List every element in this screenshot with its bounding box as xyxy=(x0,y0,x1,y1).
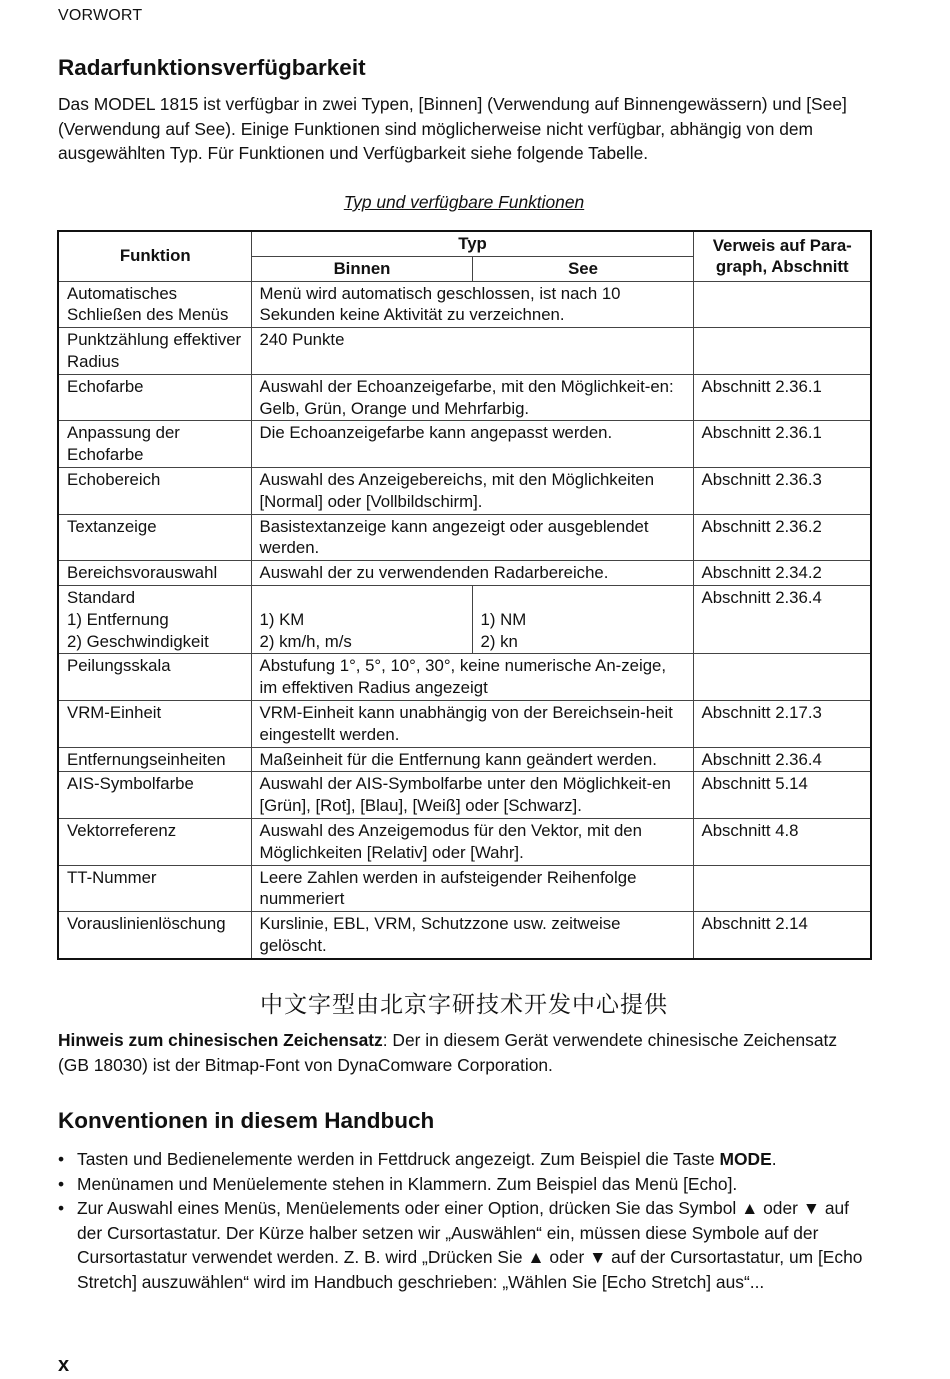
table-row xyxy=(58,374,871,421)
cell-ref xyxy=(693,654,871,701)
cell-beschreibung: Die Echoanzeigefarbe kann angepasst werden. xyxy=(251,421,693,468)
cell-funktion: Echobereich xyxy=(58,467,251,514)
cell-ref: Abschnitt 5.14 xyxy=(693,772,871,819)
bullet1-bold: MODE xyxy=(719,1149,772,1169)
bullet3-text: Zur Auswahl eines Menüs, Menüelements oder einer Option, drücken Sie das Symbol ▲ oder ▼ auf der Cursortastatur. Der Kürze halber setzen wir „Auswählen“ ein, müssen diese Symbole auf der Cursortastatur verwendet werden. Z. B. wird „Drücken Sie ▲ oder ▼ auf der Cursortastatur, um [Echo Stretch] auszuwählen“ wird im Handbuch geschrieben: „Wählen Sie [Echo Stretch] aus“... xyxy=(77,1198,863,1292)
section-title-radar: Radarfunktionsverfügbarkeit xyxy=(58,55,366,80)
standard-label: Standard xyxy=(67,587,136,607)
cell-binnen xyxy=(251,585,472,653)
table-row xyxy=(58,281,871,328)
bullet1-text: Tasten und Bedienelemente werden in Fettdruck angezeigt. Zum Beispiel die Taste xyxy=(77,1149,720,1169)
running-head: VORWORT xyxy=(58,7,143,24)
cell-funktion: VRM-Einheit xyxy=(58,700,251,747)
cell-beschreibung: Basistextanzeige kann angezeigt oder ausgeblendet werden. xyxy=(251,514,693,561)
cell-funktion: Entfernungseinheiten xyxy=(58,747,251,772)
table-caption: Typ und verfügbare Funktionen xyxy=(343,192,585,212)
standard-entfernung: 1) Entfernung xyxy=(67,609,169,629)
cell-beschreibung: Maßeinheit für die Entfernung kann geändert werden. xyxy=(251,747,693,772)
table-row xyxy=(58,514,871,561)
cell-beschreibung: Kurslinie, EBL, VRM, Schutzzone usw. zeitweise gelöscht. xyxy=(251,912,693,959)
intro-paragraph: Das MODEL 1815 ist verfügbar in zwei Typen, [Binnen] (Verwendung auf Binnengewässern) und [See] (Verwendung auf See). Einige Funktionen sind möglicherweise nicht verfügbar, abhängig von dem ausgewählten Typ. Für Funktionen und Verfügbarkeit siehe folgende Tabelle. xyxy=(58,94,847,163)
cell-beschreibung: Auswahl des Anzeigemodus für den Vektor, mit den Möglichkeiten [Relativ] oder [Wahr]. xyxy=(251,818,693,865)
cell-ref: Abschnitt 2.36.3 xyxy=(693,467,871,514)
cell-ref xyxy=(693,328,871,375)
cell-funktion: Vorauslinienlöschung xyxy=(58,912,251,959)
header-funktion: Funktion xyxy=(58,231,251,281)
cell-ref xyxy=(693,865,871,912)
header-see: See xyxy=(472,256,693,281)
bullet1-end: . xyxy=(771,1149,777,1169)
bullet-icon: • xyxy=(58,1198,65,1218)
binnen-speed: 2) km/h, m/s xyxy=(259,631,352,651)
cell-ref: Abschnitt 2.14 xyxy=(693,912,871,959)
hinweis-text: : Der in diesem Gerät verwendete chinesische Zeichensatz (GB 18030) ist der Bitmap-Font von DynaComware Corporation. xyxy=(58,1030,838,1075)
cell-ref: Abschnitt 2.36.4 xyxy=(693,747,871,772)
cell-beschreibung: Abstufung 1°, 5°, 10°, 30°, keine numerische An-zeige, im effektiven Radius angezeigt xyxy=(251,654,693,701)
table-row xyxy=(58,700,871,747)
list-item xyxy=(58,1147,870,1172)
cell-funktion: Punktzählung effektiver Radius xyxy=(58,328,251,375)
cell-funktion: Bereichsvorauswahl xyxy=(58,561,251,586)
cell-beschreibung: Auswahl der zu verwendenden Radarbereiche. xyxy=(251,561,693,586)
list-item xyxy=(58,1196,870,1294)
table-row xyxy=(58,654,871,701)
cell-funktion: AIS-Symbolfarbe xyxy=(58,772,251,819)
cell-funktion: Peilungsskala xyxy=(58,654,251,701)
header-binnen: Binnen xyxy=(251,256,472,281)
table-row xyxy=(58,747,871,772)
cell-beschreibung: Auswahl der Echoanzeigefarbe, mit den Möglichkeit-en: Gelb, Grün, Orange und Mehrfarbig. xyxy=(251,374,693,421)
cell-beschreibung: Menü wird automatisch geschlossen, ist nach 10 Sekunden keine Aktivität zu verzeichnen. xyxy=(251,281,693,328)
table-row xyxy=(58,328,871,375)
cell-beschreibung: Leere Zahlen werden in aufsteigender Reihenfolge nummeriert xyxy=(251,865,693,912)
bullet-icon: • xyxy=(58,1173,65,1194)
cell-funktion: Echofarbe xyxy=(58,374,251,421)
table-row-standard xyxy=(58,585,871,653)
cell-ref: Abschnitt 4.8 xyxy=(693,818,871,865)
table-row xyxy=(58,421,871,468)
hinweis-paragraph xyxy=(58,1028,870,1077)
cell-ref: Abschnitt 2.36.2 xyxy=(693,514,871,561)
header-typ: Typ xyxy=(251,231,693,256)
binnen-km: 1) KM xyxy=(259,609,305,629)
table-row xyxy=(58,865,871,912)
table-row xyxy=(58,818,871,865)
hinweis-bold: Hinweis zum chinesischen Zeichensatz xyxy=(58,1030,383,1050)
table-row xyxy=(58,561,871,586)
list-item xyxy=(58,1172,870,1197)
chinese-font-line: 中文字型由北京字研技术开发中心提供 xyxy=(260,992,668,1018)
function-table xyxy=(57,230,872,960)
cell-funktion: Textanzeige xyxy=(58,514,251,561)
cell-funktion: Anpassung der Echofarbe xyxy=(58,421,251,468)
cell-beschreibung: 240 Punkte xyxy=(251,328,693,375)
page-number: x xyxy=(58,1354,70,1376)
cell-beschreibung: Auswahl des Anzeigebereichs, mit den Möglichkeiten [Normal] oder [Vollbildschirm]. xyxy=(251,467,693,514)
table-row xyxy=(58,467,871,514)
cell-ref: Abschnitt 2.17.3 xyxy=(693,700,871,747)
table-row xyxy=(58,912,871,959)
cell-ref: Abschnitt 2.36.1 xyxy=(693,374,871,421)
cell-ref: Abschnitt 2.36.1 xyxy=(693,421,871,468)
header-ref: Verweis auf Para-graph, Abschnitt xyxy=(693,231,871,281)
conventions-list xyxy=(58,1147,870,1294)
see-speed: 2) kn xyxy=(480,631,518,651)
cell-ref: Abschnitt 2.36.4 xyxy=(693,585,871,653)
cell-ref xyxy=(693,281,871,328)
table-row xyxy=(58,772,871,819)
section-title-konventionen: Konventionen in diesem Handbuch xyxy=(58,1108,435,1133)
bullet2-text: Menünamen und Menüelemente stehen in Klammern. Zum Beispiel das Menü [Echo]. xyxy=(77,1173,738,1194)
cell-funktion: TT-Nummer xyxy=(58,865,251,912)
cell-funktion xyxy=(58,585,251,653)
standard-geschwindigkeit: 2) Geschwindigkeit xyxy=(67,631,209,651)
cell-beschreibung: Auswahl der AIS-Symbolfarbe unter den Möglichkeit-en [Grün], [Rot], [Blau], [Weiß] oder [Schwarz]. xyxy=(251,772,693,819)
cell-see xyxy=(472,585,693,653)
cell-ref: Abschnitt 2.34.2 xyxy=(693,561,871,586)
cell-funktion: Vektorreferenz xyxy=(58,818,251,865)
cell-funktion: Automatisches Schließen des Menüs xyxy=(58,281,251,328)
see-nm: 1) NM xyxy=(480,609,527,629)
cell-beschreibung: VRM-Einheit kann unabhängig von der Bereichsein-heit eingestellt werden. xyxy=(251,700,693,747)
bullet-icon: • xyxy=(58,1149,65,1169)
